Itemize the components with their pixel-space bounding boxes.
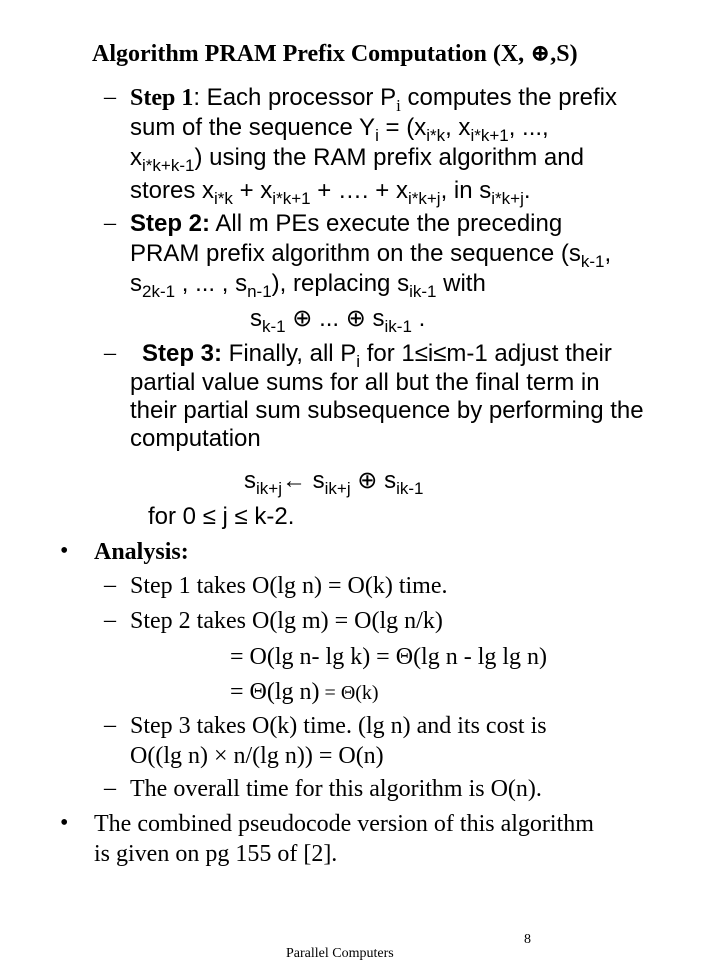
dash-marker: –: [104, 84, 116, 110]
page-number: 8: [524, 932, 531, 947]
dash-marker: –: [104, 572, 116, 598]
dash-marker: –: [104, 210, 116, 236]
theta-symbol: Θ: [249, 679, 267, 705]
theta-symbol: Θ: [395, 644, 414, 670]
analysis-label: Analysis:: [94, 539, 189, 565]
bullet-marker: •: [60, 538, 69, 564]
analysis-step2-cont2: = Θ(lg n) = Θ(k): [230, 679, 379, 705]
dash-marker: –: [104, 607, 116, 633]
step3-formula: $s_{ik+j}\leftarrow$ $s_{ik+j}$ ⊕ $s_{ik-1}$: [244, 467, 424, 498]
step2-formula: $s_{k-1}$ ⊕ ... ⊕ $s_{ik-1}$ .: [250, 305, 426, 336]
page-title: Algorithm PRAM Prefix Computation (X, ⊕,S): [92, 41, 578, 67]
step3-label: Step 3:: [142, 340, 223, 367]
analysis-step2-cont1: = O(lg n- lg k) = Θ(lg n - lg lg n): [230, 644, 548, 670]
step2-line1: Step 2: All m PEs execute the preceding: [130, 210, 563, 237]
step1-line2: sum of the sequence $Y_i = (x_{i*k}$, $x_{i*k+1}$, ...,: [130, 114, 549, 145]
step1-label: Step 1: [130, 85, 194, 111]
bullet-marker: •: [60, 810, 69, 836]
step3-condition: for 0 ≤ j ≤ k-2.: [148, 503, 295, 530]
step1-line3: $x_{i*k+k-1}$) using the RAM prefix algorithm and: [130, 144, 584, 175]
step3-line2: partial value sums for all but the final term in: [130, 369, 600, 396]
analysis-step3: Step 3 takes O(k) time. (lg n) and its cost is: [130, 713, 547, 739]
step1-line1: Step 1: Each processor $P_i$ computes the prefix: [130, 84, 617, 115]
step3-line3: their partial sum subsequence by performing the: [130, 397, 644, 424]
analysis-step2: Step 2 takes O(lg m) = O(lg n/k): [130, 608, 443, 634]
step2-label: Step 2:: [130, 210, 211, 237]
dash-marker: –: [104, 712, 116, 738]
step3-line4: computation: [130, 425, 261, 452]
analysis-overall: The overall time for this algorithm is O(n).: [130, 776, 542, 802]
oplus-symbol: ⊕: [530, 41, 551, 67]
step3-line1: Step 3: Finally, all $P_i$ for 1≤i≤m-1 adjust their: [142, 340, 612, 371]
note-line1: The combined pseudocode version of this algorithm: [94, 811, 594, 837]
step1-line4: stores $x_{i*k} + x_{i*k+1}$ + …. + $x_{i*k+j}$, in $s_{i*k+j}$.: [130, 177, 531, 208]
dash-marker: –: [104, 340, 116, 366]
analysis-step1: Step 1 takes O(lg n) = O(k) time.: [130, 573, 448, 599]
step2-line2: PRAM prefix algorithm on the sequence ($s_{k-1}$,: [130, 240, 612, 271]
note-line2: is given on pg 155 of [2].: [94, 841, 338, 867]
dash-marker: –: [104, 775, 116, 801]
analysis-step3-cost: O((lg n) × n/(lg n)) = O(n): [130, 743, 384, 769]
step2-line3: $s_{2k-1}$ , ... , $s_{n-1}$), replacing $s_{ik-1}$ with: [130, 270, 486, 301]
footer-course: Parallel Computers: [286, 946, 394, 961]
